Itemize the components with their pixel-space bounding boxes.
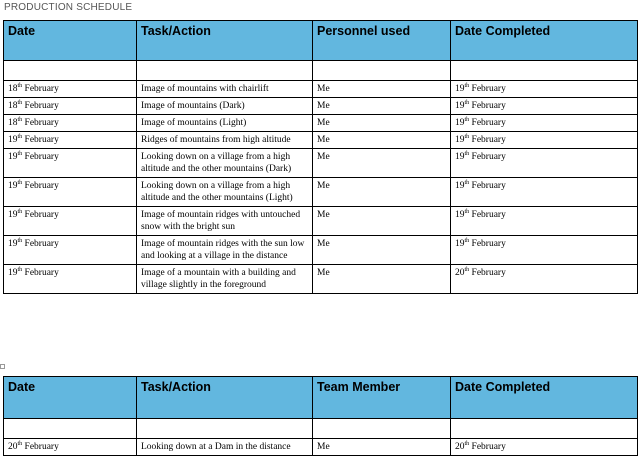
table-row [4, 178, 638, 207]
date-day: 19 [8, 210, 18, 220]
spacer-cell [4, 419, 137, 439]
personnel-cell: Me [313, 236, 451, 265]
completed-suffix: th [464, 150, 470, 157]
completed-suffix: th [464, 179, 470, 186]
personnel-cell: Me [313, 178, 451, 207]
header-date: Date [4, 377, 137, 419]
table-header-row [4, 21, 638, 61]
task-cell: Image of mountain ridges with the sun low and looking at a village in the distance [137, 236, 313, 265]
task-cell: Image of mountains (Light) [137, 115, 313, 132]
completed-month: February [469, 268, 506, 278]
completed-suffix: th [464, 82, 470, 89]
date-suffix: th [17, 116, 23, 123]
completed-day: 19 [455, 135, 465, 145]
header-task: Task/Action [137, 21, 313, 61]
completed-cell [451, 115, 638, 132]
personnel-cell: Me [313, 265, 451, 294]
table-row [4, 132, 638, 149]
completed-month: February [469, 181, 506, 191]
date-day: 18 [8, 118, 18, 128]
task-cell: Ridges of mountains from high altitude [137, 132, 313, 149]
production-schedule-table [3, 20, 638, 294]
completed-day: 20 [455, 442, 465, 452]
table-row [4, 149, 638, 178]
spacer-cell [451, 61, 638, 81]
header-task: Task/Action [137, 377, 313, 419]
date-month: February [22, 152, 59, 162]
completed-month: February [469, 152, 506, 162]
completed-cell [451, 132, 638, 149]
date-cell [4, 265, 137, 294]
completed-month: February [469, 118, 506, 128]
date-day: 19 [8, 239, 18, 249]
completed-cell [451, 236, 638, 265]
completed-month: February [469, 101, 506, 111]
date-suffix: th [17, 208, 23, 215]
completed-day: 19 [455, 84, 465, 94]
date-cell [4, 207, 137, 236]
completed-cell [451, 178, 638, 207]
spacer-cell [4, 61, 137, 81]
completed-cell [451, 98, 638, 115]
table-row [4, 98, 638, 115]
completed-cell [451, 265, 638, 294]
completed-month: February [469, 210, 506, 220]
completed-cell [451, 439, 638, 456]
date-cell [4, 115, 137, 132]
completed-day: 19 [455, 239, 465, 249]
table-header-row [4, 377, 638, 419]
date-day: 19 [8, 152, 18, 162]
table-spacer-row [4, 419, 638, 439]
table-row [4, 439, 638, 456]
task-cell: Looking down on a village from a high altitude and the other mountains (Light) [137, 178, 313, 207]
spacer-cell [313, 61, 451, 81]
task-cell: Image of mountain ridges with untouched snow with the bright sun [137, 207, 313, 236]
completed-day: 19 [455, 181, 465, 191]
personnel-cell: Me [313, 207, 451, 236]
date-cell [4, 81, 137, 98]
task-cell: Image of mountains with chairlift [137, 81, 313, 98]
completed-suffix: th [464, 133, 470, 140]
personnel-cell: Me [313, 115, 451, 132]
completed-cell [451, 207, 638, 236]
completed-month: February [469, 442, 506, 452]
document-heading: PRODUCTION SCHEDULE [4, 2, 133, 13]
table-row [4, 115, 638, 132]
task-cell: Image of a mountain with a building and village slightly in the foreground [137, 265, 313, 294]
date-month: February [22, 268, 59, 278]
header-personnel: Personnel used [313, 21, 451, 61]
date-month: February [22, 135, 59, 145]
date-day: 19 [8, 135, 18, 145]
personnel-cell: Me [313, 132, 451, 149]
header-date-completed: Date Completed [451, 21, 638, 61]
date-day: 18 [8, 84, 18, 94]
date-cell [4, 149, 137, 178]
date-month: February [22, 239, 59, 249]
spacer-cell [137, 61, 313, 81]
personnel-cell: Me [313, 98, 451, 115]
completed-day: 19 [455, 152, 465, 162]
date-suffix: th [17, 99, 23, 106]
header-date-completed: Date Completed [451, 377, 638, 419]
date-month: February [22, 84, 59, 94]
date-month: February [22, 181, 59, 191]
completed-month: February [469, 135, 506, 145]
completed-cell [451, 81, 638, 98]
date-suffix: th [17, 150, 23, 157]
date-cell [4, 439, 137, 456]
date-day: 19 [8, 268, 18, 278]
task-cell: Looking down at a Dam in the distance [137, 439, 313, 456]
table-spacer-row [4, 61, 638, 81]
date-day: 19 [8, 181, 18, 191]
personnel-cell: Me [313, 81, 451, 98]
completed-suffix: th [464, 99, 470, 106]
date-suffix: th [17, 440, 23, 447]
table-row [4, 236, 638, 265]
date-month: February [22, 101, 59, 111]
spacer-cell [137, 419, 313, 439]
table-row [4, 265, 638, 294]
date-cell [4, 236, 137, 265]
date-suffix: th [17, 179, 23, 186]
table-row [4, 207, 638, 236]
completed-month: February [469, 239, 506, 249]
date-cell [4, 98, 137, 115]
completed-day: 20 [455, 268, 465, 278]
completed-suffix: th [464, 116, 470, 123]
completed-suffix: th [464, 208, 470, 215]
date-suffix: th [17, 266, 23, 273]
date-cell [4, 178, 137, 207]
task-cell: Image of mountains (Dark) [137, 98, 313, 115]
date-month: February [22, 118, 59, 128]
completed-day: 19 [455, 101, 465, 111]
completed-suffix: th [464, 440, 470, 447]
completed-day: 19 [455, 210, 465, 220]
date-suffix: th [17, 237, 23, 244]
date-day: 20 [8, 442, 18, 452]
date-cell [4, 132, 137, 149]
header-date: Date [4, 21, 137, 61]
personnel-cell: Me [313, 149, 451, 178]
completed-cell [451, 149, 638, 178]
table-row [4, 81, 638, 98]
date-suffix: th [17, 133, 23, 140]
spacer-cell [313, 419, 451, 439]
completed-suffix: th [464, 237, 470, 244]
spacer-cell [451, 419, 638, 439]
completed-month: February [469, 84, 506, 94]
completed-suffix: th [464, 266, 470, 273]
personnel-cell: Me [313, 439, 451, 456]
team-schedule-table [3, 376, 638, 456]
date-suffix: th [17, 82, 23, 89]
table-anchor-handle[interactable] [0, 364, 5, 369]
date-month: February [22, 210, 59, 220]
date-month: February [22, 442, 59, 452]
task-cell: Looking down on a village from a high altitude and the other mountains (Dark) [137, 149, 313, 178]
date-day: 18 [8, 101, 18, 111]
header-team-member: Team Member [313, 377, 451, 419]
completed-day: 19 [455, 118, 465, 128]
